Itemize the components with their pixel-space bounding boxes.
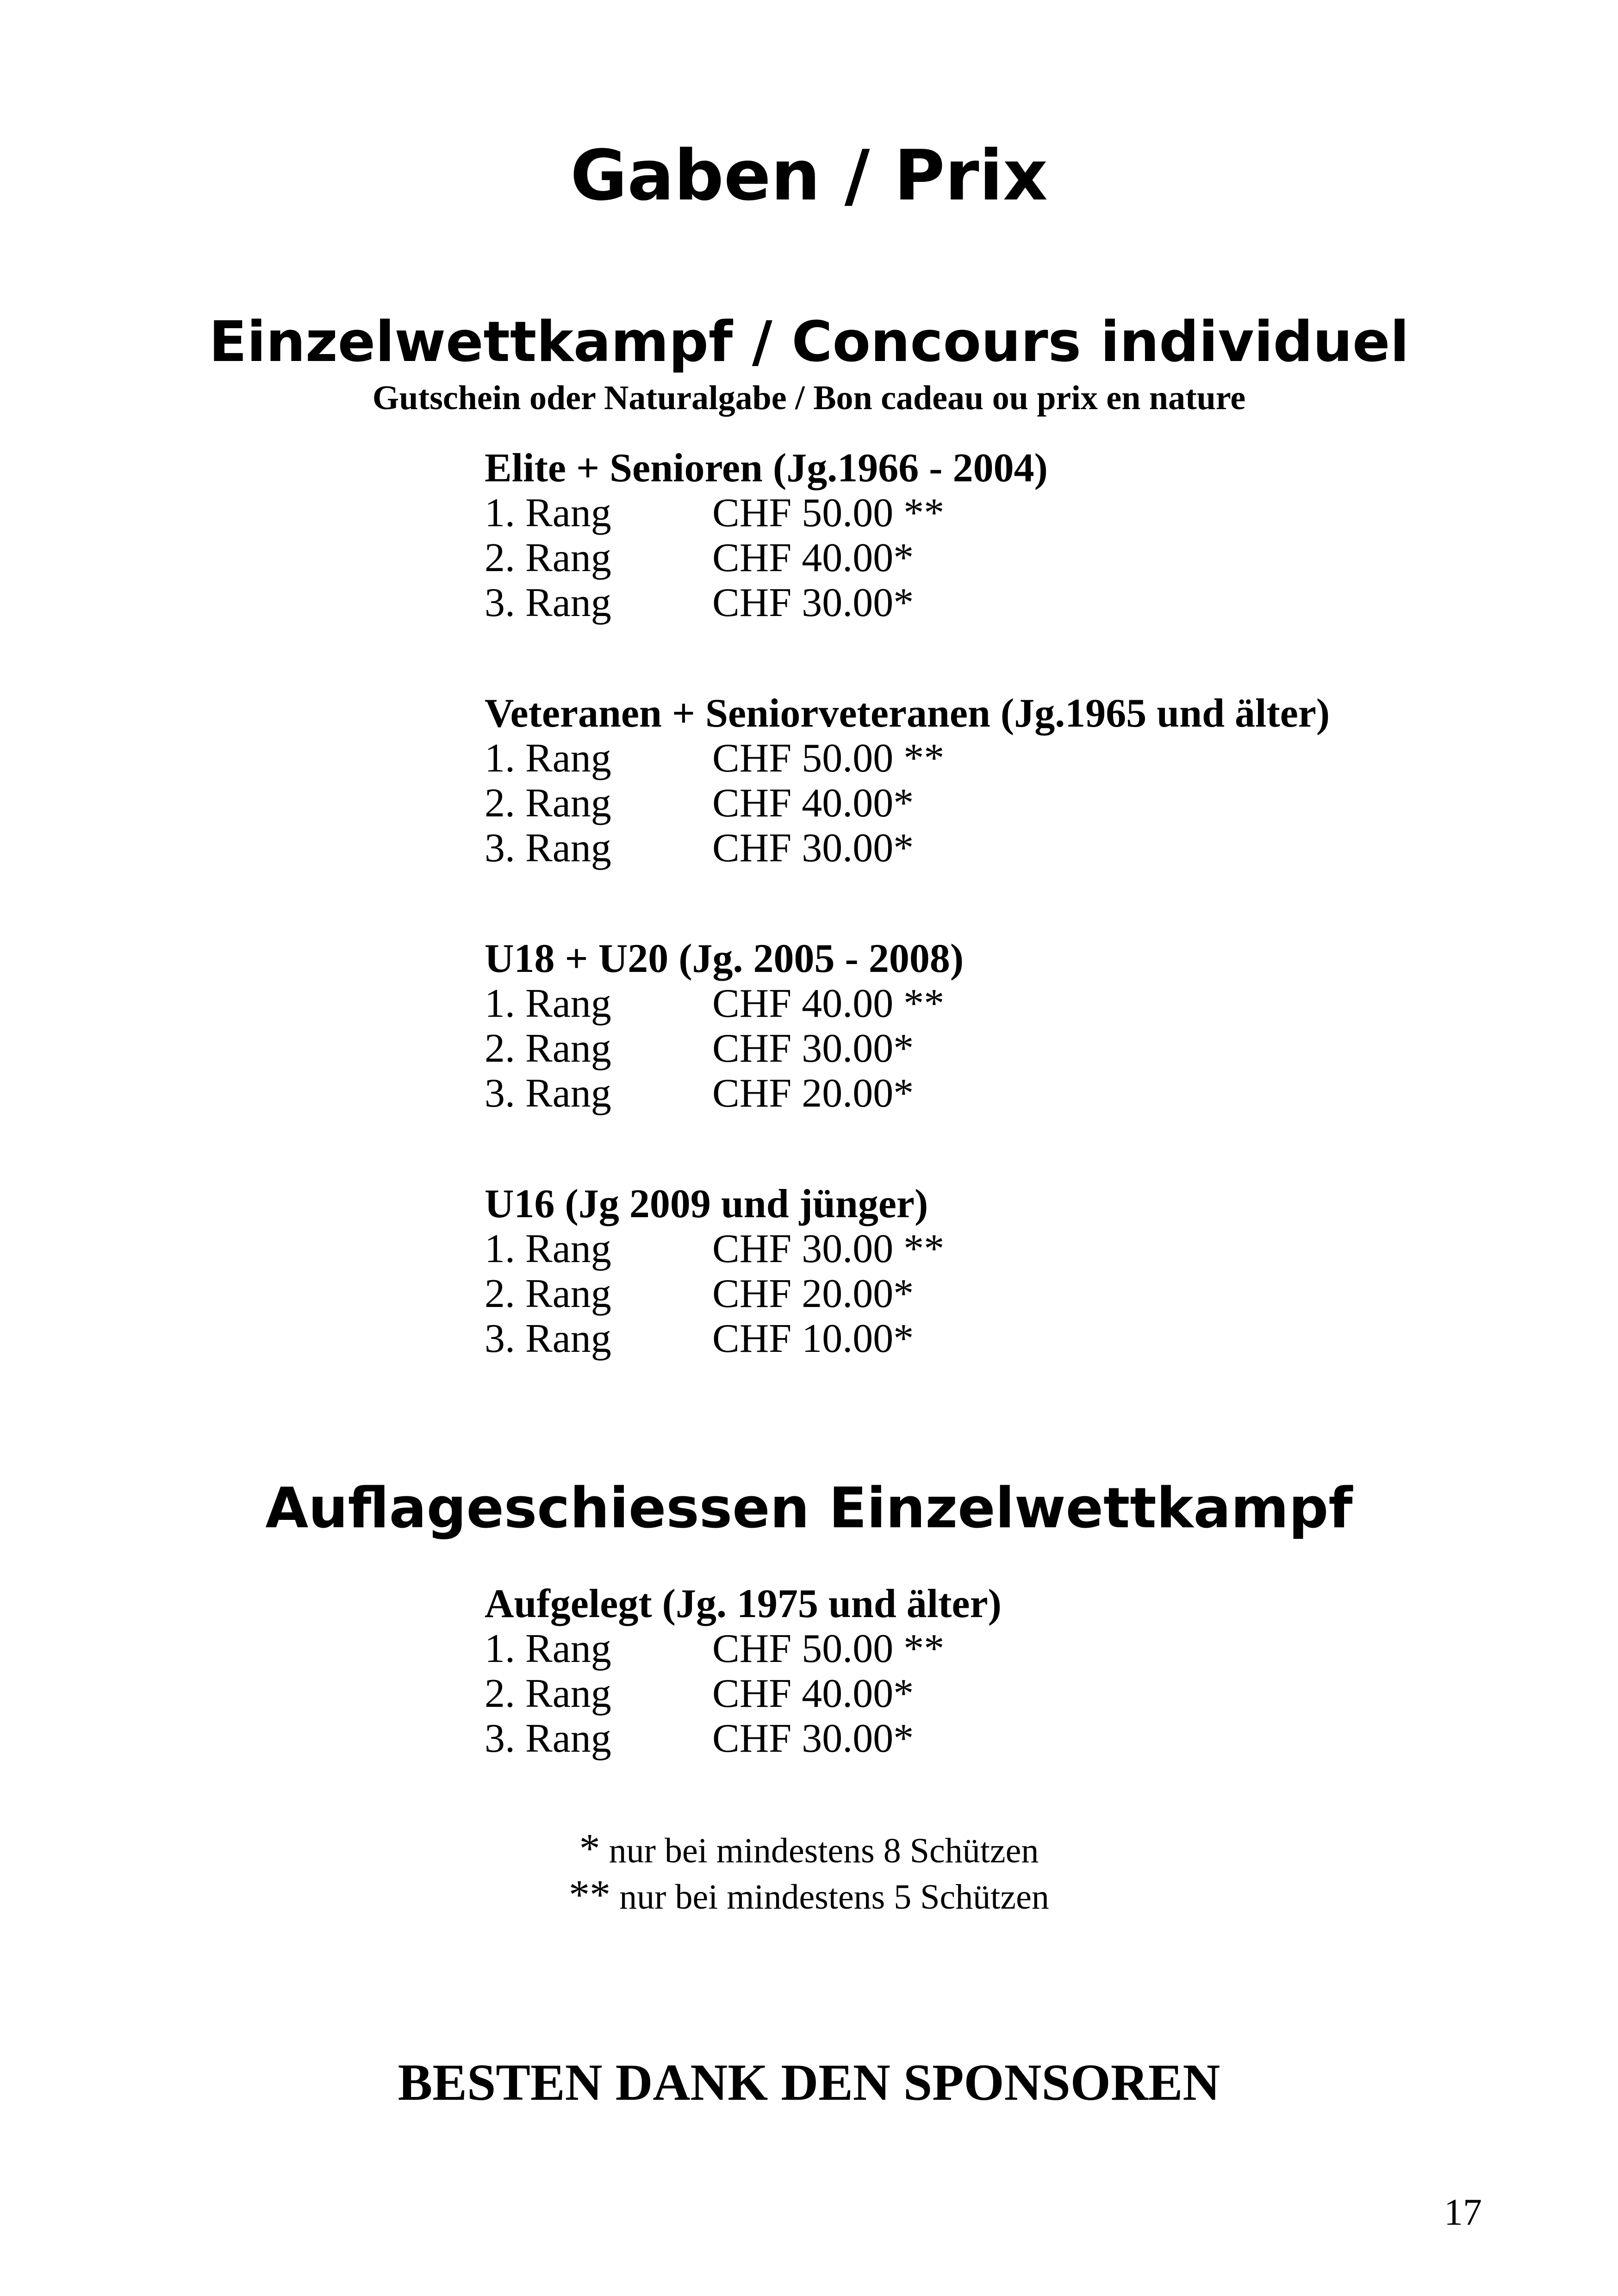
prize-row [485,580,1048,625]
prize-category [485,1182,945,1361]
prize-amount: CHF 30.00* [712,1716,914,1761]
rank-label: 1. Rang [485,491,611,535]
category-heading: U16 (Jg 2009 und jünger) [485,1182,928,1226]
prize-amount: CHF 50.00 ** [712,736,945,781]
prize-category [485,936,964,1116]
prize-amount: CHF 20.00* [712,1071,914,1116]
prize-row [485,1716,1002,1761]
rank-label: 1. Rang [485,981,611,1026]
prize-row [485,826,1330,871]
page-number: 17 [1444,2191,1482,2233]
prize-row [485,981,964,1026]
rank-label: 3. Rang [485,1071,611,1116]
section-individual-title: Einzelwettkampf / Concours individuel [209,310,1409,374]
sponsor-thanks: BESTEN DANK DEN SPONSOREN [398,2054,1220,2111]
prize-row [485,1071,964,1116]
footnote-min-5 [0,1872,1618,1920]
category-heading: Elite + Senioren (Jg.1966 - 2004) [485,446,1048,491]
prize-row [485,535,1048,580]
rank-label: 3. Rang [485,580,611,625]
rank-label: 2. Rang [485,1271,611,1316]
category-heading: U18 + U20 (Jg. 2005 - 2008) [485,936,964,981]
prize-amount: CHF 30.00* [712,580,914,625]
prize-amount: CHF 30.00 ** [712,1226,945,1271]
rank-label: 3. Rang [485,1316,611,1361]
rank-label: 2. Rang [485,1026,611,1071]
prize-row [485,1626,1002,1671]
rank-label: 1. Rang [485,1226,611,1271]
rank-label: 2. Rang [485,781,611,826]
prize-row [485,1026,964,1071]
prize-category [485,446,1048,625]
prize-row [485,1671,1002,1716]
page-title: Gaben / Prix [570,136,1048,216]
prize-category [485,1581,1002,1761]
prize-row [485,491,1048,535]
rank-label: 1. Rang [485,1626,611,1671]
footnote-text: nur bei mindestens 8 Schützen [609,1831,1039,1870]
footnote-mark: ** [569,1872,611,1918]
category-heading: Aufgelegt (Jg. 1975 und älter) [485,1581,1002,1626]
prize-amount: CHF 40.00* [712,781,914,826]
rank-label: 2. Rang [485,535,611,580]
prize-amount: CHF 40.00* [712,1671,914,1716]
prize-amount: CHF 40.00* [712,535,914,580]
prize-amount: CHF 50.00 ** [712,491,945,535]
prize-amount: CHF 30.00* [712,1026,914,1071]
prize-amount: CHF 40.00 ** [712,981,945,1026]
prize-category [485,691,1330,871]
rank-label: 2. Rang [485,1671,611,1716]
rank-label: 3. Rang [485,826,611,871]
prize-row [485,781,1330,826]
prize-amount: CHF 10.00* [712,1316,914,1361]
prize-row [485,1316,928,1361]
footnote-mark: * [579,1826,600,1872]
prize-amount: CHF 20.00* [712,1271,914,1316]
section-individual-subtitle: Gutschein oder Naturalgabe / Bon cadeau ou prix en nature [372,379,1246,417]
prize-amount: CHF 30.00* [712,826,914,871]
prize-amount: CHF 50.00 ** [712,1626,945,1671]
rank-label: 3. Rang [485,1716,611,1761]
category-heading: Veteranen + Seniorveteranen (Jg.1965 und älter) [485,691,1330,736]
prize-row [485,1226,945,1271]
prize-row [485,736,1330,781]
section-rested-title: Auflageschiessen Einzelwettkampf [265,1476,1353,1541]
prize-row [485,1271,928,1316]
footnote-min-8 [0,1826,1618,1874]
rank-label: 1. Rang [485,736,611,781]
footnote-text: nur bei mindestens 5 Schützen [619,1878,1049,1916]
